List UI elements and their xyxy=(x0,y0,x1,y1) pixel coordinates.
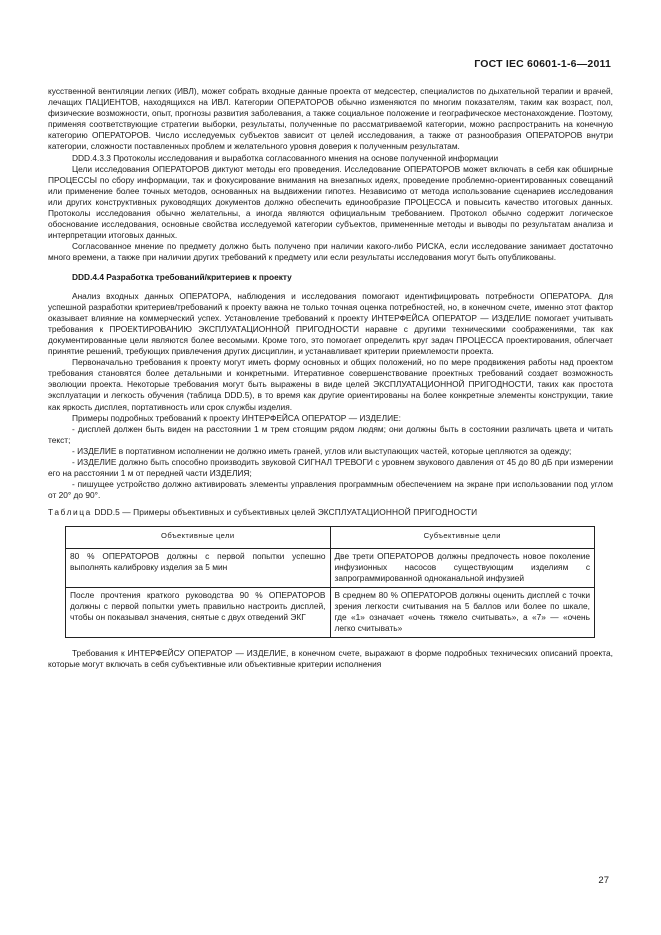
body-text xyxy=(48,86,613,670)
paragraph: кусственной вентиляции легких (ИВЛ), может собрать входные данные проекта от медсестер, специалистов по дыхательной терапии и врачей, лечащих ПАЦИЕНТОВ, находящихся на ИВЛ. Категории ОПЕРАТОРОВ обычно изменяются по многим показателям, таким как возраст, пол, физические возможности, опыт, прогнозы развития заболевания, а также социальное положение и географическое местонахождение. Поэтому, применяя соответствующие стратегии выборки, результаты, полученные по рассматриваемой категории, можно распространить на конечную категорию ОПЕРАТОРОВ. Число исследуемых субъектов зависит от целей исследования, а также от разнообразия ОПЕРАТОРОВ внутри категории, сложности поставленных проблем и желательного уровня доверия к полученным результатам. xyxy=(48,86,613,152)
section-title: DDD.4.4 Разработка требований/критериев к проекту xyxy=(72,271,292,282)
paragraph: Примеры подробных требований к проекту ИНТЕРФЕЙСА ОПЕРАТОР — ИЗДЕЛИЕ: xyxy=(72,412,401,423)
page-number: 27 xyxy=(598,875,609,886)
paragraph: Требования к ИНТЕРФЕЙСУ ОПЕРАТОР — ИЗДЕЛИЕ, в конечном счете, выражают в форме подробных технических описаний проекта, которые могут включать в себя субъективные или объективные критерии исполнения xyxy=(48,648,613,670)
paragraph: Первоначально требования к проекту могут иметь форму основных и общих положений, но по мере продвижения работы над проектом требования становятся более детальными и конкретными. Итеративное совершенствование проектных требований создает возможность эволюции проекта. Некоторые требования могут быть выражены в виде целей ЭКСПЛУАТАЦИОННОЙ ПРИГОДНОСТИ, таких как простота эксплуатации и легкость обучения (таблица DDD.5), в то время как другие ориентированы на более конкретные элементы конструкции, такие как яркость дисплея, портативность или срок службы изделия. xyxy=(48,357,613,412)
paragraph: Цели исследования ОПЕРАТОРОВ диктуют методы его проведения. Исследование ОПЕРАТОРОВ может включать в себя как обширные ПРОЦЕССЫ по сбору информации, так и фокусирование внимания на внезапных идеях, проведение проблемно-ориентированных совещаний или применение более точных методов, основанных на выдвижении гипотез. Независимо от метода использование сценариев исследования или других конструктивных руководящих документов должно обеспечить единообразие ПРОЦЕССА и повысить качество итоговых данных. Протоколы исследования обычно желательны, а иногда являются официальным требованием. Протокол обычно содержит логическое обоснование исследования, основные свойства исследуемой категории субъектов, примененные методы и выводы по результатам анализа и интерпретации итоговых данных. xyxy=(48,163,613,241)
table-cell: 80 % ОПЕРАТОРОВ должны с первой попытки успешно выполнять калибровку изделия за 5 мин xyxy=(66,548,331,587)
list-item: - ИЗДЕЛИЕ должно быть способно производить звуковой СИГНАЛ ТРЕВОГИ с уровнем звукового давления от 45 до 80 дБ при измерении его на расстоянии 1 м от передней части ИЗДЕЛИЯ; xyxy=(48,457,613,479)
table-header-row xyxy=(66,527,595,548)
table-cell: После прочтения краткого руководства 90 % ОПЕРАТОРОВ должны с первой попытки уметь правильно настроить дисплей, чтобы он показывал значения, снятые с двух отведений ЭКГ xyxy=(66,587,331,637)
column-header-objective: Объективные цели xyxy=(66,527,331,548)
paragraph: Анализ входных данных ОПЕРАТОРА, наблюдения и исследования помогают идентифицировать потребности ОПЕРАТОРА. Для успешной разработки критериев/требований к проекту важна не только точная оценка потребностей, но, в конечном счете, именно этот фактор оказывает влияние на коммерческий успех. Установление требований к проекту ИНТЕРФЕЙСА ОПЕРАТОР — ИЗДЕЛИЕ помогает учитывать требования к ПРОЕКТИРОВАНИЮ ЭКСПЛУАТАЦИОННОЙ ПРИГОДНОСТИ наравне с другими техническими соображениями, так как документированные цели являются более весомыми. Кроме того, это помогает определить круг задач ПРОЦЕССА проектирования, облегчает принятие решений, требующих привлечения других дисциплин, и устанавливает критерии приемлемости проекта. xyxy=(48,290,613,357)
table-caption-label: Таблица xyxy=(48,507,92,518)
subsection-heading: DDD.4.3.3 Протоколы исследования и выработка согласованного мнения на основе полученной информации xyxy=(72,152,499,163)
list-item: - пишущее устройство должно активировать элементы управления программным обеспечением на экране при использовании под углом от 20° до 90°. xyxy=(48,479,613,501)
table-row xyxy=(66,548,595,587)
column-header-subjective: Субъективные цели xyxy=(330,527,595,548)
table-cell: В среднем 80 % ОПЕРАТОРОВ должны оценить дисплей с точки зрения легкости считывания на 5 баллов или более по шкале, где «1» означает «очень тяжело считывать», а «7» — «очень легко считывать» xyxy=(330,587,595,637)
list-item: - ИЗДЕЛИЕ в портативном исполнении не должно иметь граней, углов или выступающих частей, которые цепляются за одежду; xyxy=(72,445,572,456)
table-cell: Две трети ОПЕРАТОРОВ должны предпочесть новое поколение инфузионных насосов существующим изделиям с запрограммированной одноканальной инфузией xyxy=(330,548,595,587)
list-item: - дисплей должен быть виден на расстоянии 1 м трем стоящим рядом людям; они должны быть в состоянии различать цвета и читать текст; xyxy=(48,423,613,445)
table-row xyxy=(66,587,595,637)
paragraph: Согласованное мнение по предмету должно быть получено при наличии какого-либо РИСКА, если исследование занимает достаточно много времени, а также при наличии других требований к предмету или если результаты исследования могут быть опубликованы. xyxy=(48,241,613,263)
table-caption-text: DDD.5 — Примеры объективных и субъективных целей ЭКСПЛУАТАЦИОННОЙ ПРИГОДНОСТИ xyxy=(94,507,478,518)
goals-table xyxy=(65,526,595,638)
standard-header: ГОСТ IEC 60601-1-6—2011 xyxy=(474,58,611,70)
table-caption xyxy=(48,507,613,518)
